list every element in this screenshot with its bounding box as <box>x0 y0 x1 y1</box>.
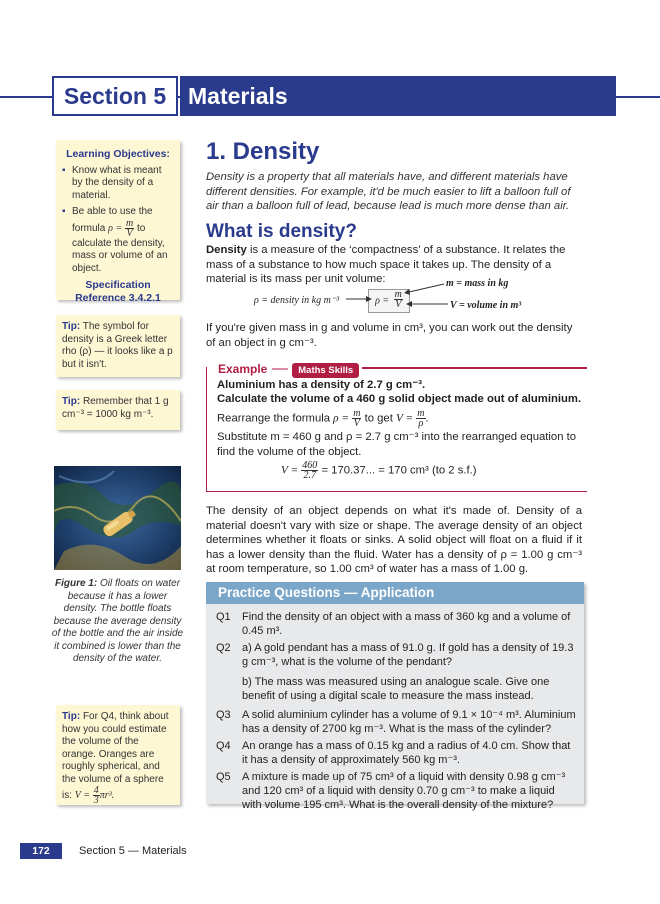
page-number: 172 <box>20 843 62 859</box>
section-number: Section 5 <box>52 76 178 116</box>
oil-water-photo <box>54 466 181 570</box>
figure-caption-text: Oil floats on water because it has a lower density. The bottle floats because the average density of the bottle and the air inside it combined is lower than the density of the water. <box>51 578 184 664</box>
volume-label: V = volume in m³ <box>450 300 522 311</box>
question-q5: Q5 A mixture is made up of 75 cm³ of a liquid with density 0.98 g cm⁻³ and 120 cm³ of a liquid with density 0.70 g cm⁻³ to make a liquid with volume 195 cm³. What is the overall density of the mixture? <box>216 771 566 811</box>
section-title: Materials <box>180 76 616 116</box>
tip-box-2 <box>56 390 180 430</box>
question-q4: Q4 An orange has a mass of 0.15 kg and a radius of 4.0 cm. Show that it has a density of approximately 560 kg m⁻³. <box>216 740 571 766</box>
example-question-2: Calculate the volume of a 460 g solid object made out of aluminium. <box>217 393 582 405</box>
tip-box-3: Tip: For Q4, think about how you could estimate the volume of the orange. Oranges are roughly spherical, and the volume of a sphere is: V = $\frac{4}{3}$ πr³. <box>56 705 180 805</box>
tip-text: Remember that 1 g cm⁻³ = 1000 kg m⁻³. <box>62 396 169 420</box>
example-step-2: Substitute m = 460 g and ρ = 2.7 g cm⁻³ into the rearranged equation to find the volume of the object. <box>217 431 577 458</box>
question-q1: Q1 Find the density of an object with a mass of 360 kg and a volume of 0.45 m³. <box>216 611 571 637</box>
density-formula-diagram <box>206 278 586 314</box>
question-q2a: Q2 a) A gold pendant has a mass of 91.0 g. If gold has a density of 19.3 g cm⁻³, what is the volume of the pendant? <box>216 642 574 668</box>
tip-text: For Q4, think about how you could estimate the volume of the orange. Oranges are roughly spherical, and the volume of a sphere is: <box>62 711 169 802</box>
density-floating-paragraph: The density of an object depends on what it's made of. Density of a material doesn't vary with size or shape. The average density of an object determines whether it floats or sinks. A solid object will float on a fluid if it has a lower density than the fluid. Water has a density of ρ = 1.00 g cm⁻³ at room temperature, so 1.00 cm³ of water has a mass of 1.00 g. <box>206 505 582 575</box>
example-box <box>206 360 587 492</box>
example-header: Example — Maths Skills <box>215 360 362 378</box>
learning-objectives-title: Learning Objectives: <box>66 148 170 160</box>
objective-item: ▪ Know what is meant by the density of a material. <box>62 165 174 203</box>
maths-skills-badge: Maths Skills <box>292 363 359 378</box>
example-top-rule <box>353 367 587 369</box>
objective-item: ▪ Be able to use the formula ρ = $\frac{m}{V}$ to calculate the density, mass or volume of an object. <box>62 206 174 275</box>
tip-box-1 <box>56 315 180 377</box>
practice-questions-box <box>206 582 584 811</box>
page-title: 1. Density <box>206 138 320 165</box>
example-step-1: Rearrange the formula ρ = $\frac{m}{V}$ to get V = $\frac{m}{\rho}$ . <box>217 408 429 429</box>
formula-arrows <box>206 278 586 314</box>
practice-questions-title: Practice Questions — Application <box>206 582 584 604</box>
spec-line2: Reference 3.4.2.1 <box>75 292 161 304</box>
oil-water-image <box>54 466 181 570</box>
tip-label: Tip: <box>62 396 81 407</box>
units-paragraph: If you're given mass in g and volume in cm³, you can work out the density of an object in g cm⁻³. <box>206 322 573 349</box>
footer-section: Section 5 — Materials <box>79 845 187 857</box>
example-label: Example <box>218 362 268 376</box>
tip-label: Tip: <box>62 711 81 722</box>
spec-line1: Specification <box>85 279 151 291</box>
figure-caption <box>50 578 185 666</box>
density-label: ρ = density in kg m⁻³ <box>254 295 340 306</box>
example-question-1: Aluminium has a density of 2.7 g cm⁻³. <box>217 379 426 391</box>
subtitle: What is density? <box>206 221 357 242</box>
practice-questions-body <box>206 604 584 811</box>
mass-label: m = mass in kg <box>446 278 509 289</box>
tip-label: Tip: <box>62 321 81 332</box>
definition-paragraph: Density is a measure of the ‘compactness’ of a substance. It relates the mass of a substance to how much space it takes up. The density of a material is its mass per unit volume: <box>206 244 566 285</box>
question-q3: Q3 A solid aluminium cylinder has a volume of 9.1 × 10⁻⁴ m³. Aluminium has a density of 2700 kg m⁻³. What is the mass of the cylinder? <box>216 709 576 735</box>
figure-label: Figure 1: <box>54 578 98 589</box>
example-result: V = $\frac{460}{2.7}$ = 170.37... = 170 cm³ (to 2 s.f.) <box>281 460 477 481</box>
tip-text: The symbol for density is a Greek letter rho (ρ) — it looks like a p but it isn't. <box>62 321 173 370</box>
question-q2b: b) The mass was measured using an analogue scale. Give one benefit of using a digital scale to measure the mass instead. <box>242 676 550 702</box>
intro-paragraph: Density is a property that all materials have, and different materials have different densities. For example, it'd be much easier to lift a balloon full of air than a balloon full of lead, because lead is much more dense than air. <box>206 171 571 212</box>
formula-box: ρ = $\frac{m}{V}$ <box>368 289 410 313</box>
learning-objectives-box <box>56 140 180 304</box>
